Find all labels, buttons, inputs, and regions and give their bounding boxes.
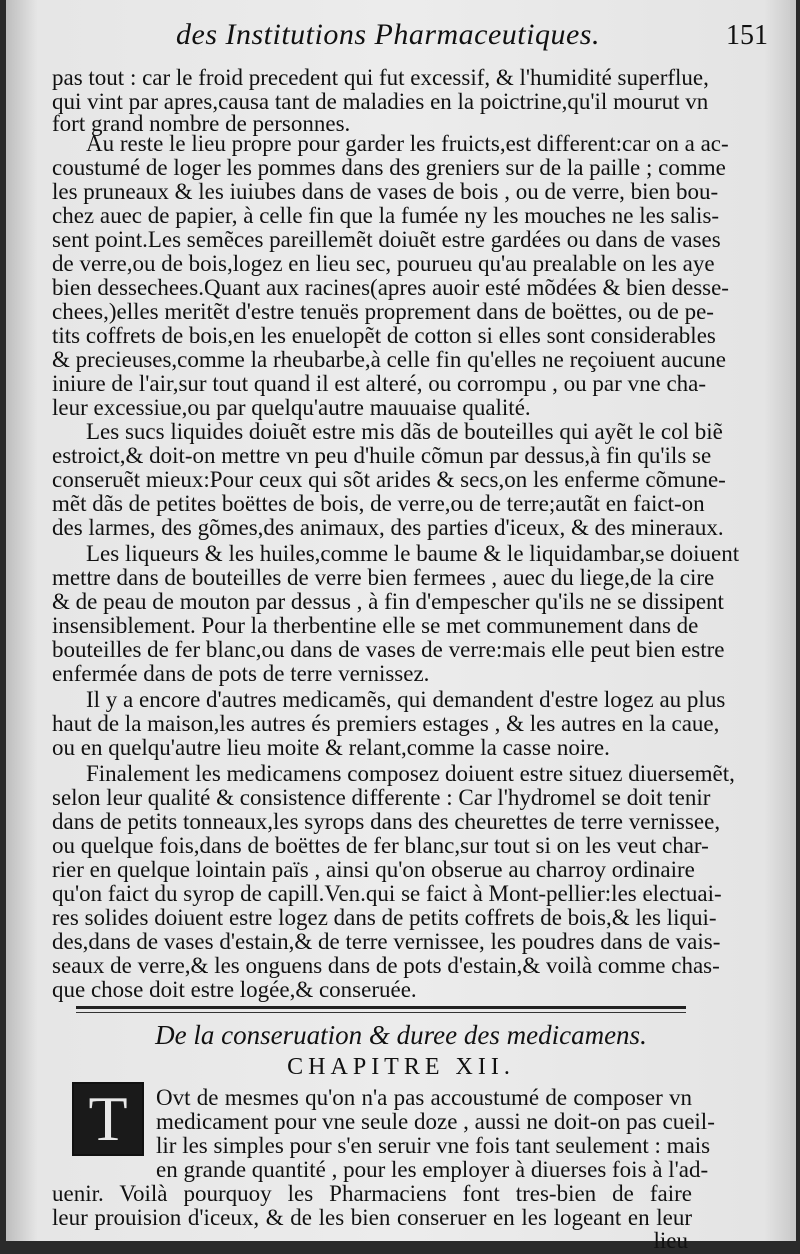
text-line: de verre,ou de bois,logez en lieu sec, pourueu qu'au prealable on les aye [52,251,715,276]
chapter-line: uenir. Voilà pourquoy les Pharmaciens font tres-bien de faire [52,1181,692,1206]
text-line: res solides doiuent estre logez dans de petits coffrets de bois,& les liqui- [52,905,717,930]
text-line: des larmes, des gõmes,des animaux, des parties d'iceux, & des mineraux. [52,515,724,540]
text-line: les pruneaux & les iuiubes dans de vases de bois , ou de verre, bien bou- [52,179,719,204]
text-line: que chose doit estre logée,& conseruée. [52,977,417,1002]
text-line: selon leur qualité & consistence differente : Car l'hydromel se doit tenir [52,785,711,810]
text-line: fort grand nombre de personnes. [52,111,351,136]
page-header [6,18,796,58]
dropcap-ornament [72,1082,144,1156]
text-line: chees,)elles meritẽt d'estre tenuës proprement dans de boëttes, ou de pe- [52,299,714,324]
chapter-line: Ovt de mesmes qu'on n'a pas accoustumé de composer vn [156,1085,692,1110]
chapter-line: leur prouision d'iceux, & de les bien conseruer en les logeant en leur [52,1205,692,1230]
chapter-heading: CHAPITRE XII. [287,1054,515,1080]
text-line: qu'on faict du syrop de capill.Ven.qui se faict à Mont-pellier:les electuai- [52,881,722,906]
chapter-line: medicament pour vne seule doze , aussi ne doit-on pas cueil- [156,1109,715,1134]
text-line: sent point.Les semẽces pareillemẽt doiuẽt estre gardées ou dans de vases [52,227,721,252]
text-line: leur excessiue,ou par quelqu'autre mauuaise qualité. [52,395,531,420]
text-line: seaux de verre,& les onguens dans de pots d'estain,& voilà comme chas- [52,953,720,978]
text-line: iniure de l'air,sur tout quand il est alteré, ou corrompu , ou par vne cha- [52,371,707,396]
text-line: haut de la maison,les autres és premiers estages , & les autres en la caue, [52,711,720,736]
text-line: ou en quelqu'autre lieu moite & relant,comme la casse noire. [52,735,610,760]
text-line: dans de petits tonneaux,les syrops dans des cheurettes de terre vernissee, [52,809,721,834]
text-line: bien dessechees.Quant aux racines(apres auoir esté mõdées & bien desse- [52,275,729,300]
text-line: conseruẽt mieux:Pour ceux qui sõt arides & secs,on les enferme cõmune- [52,467,726,492]
book-page [6,0,796,1253]
catchword: lieu [653,1228,688,1253]
text-line: qui vint par apres,causa tant de maladies en la poictrine,qu'il mourut vn [52,89,709,114]
text-line: & de peau de mouton par dessus , à fin d'empescher qu'ils ne se dissipent [52,589,724,614]
text-line: tits coffrets de bois,en les enuelopẽt de cotton si elles sont considerables [52,323,716,348]
text-line: mẽt dãs de petites boëttes de bois, de verre,ou de terre;autãt en faict-on [52,491,705,516]
section-rule [76,1006,686,1009]
chapter-line: en grande quantité , pour les employer à diuerses fois à l'ad- [156,1157,709,1182]
dropcap-letter: T [88,1083,128,1154]
chapter-line: lir les simples pour s'en seruir vne fois tant seulement : mais [156,1133,711,1158]
text-line: Les liqueurs & les huiles,comme le baume & le liquidambar,se doiuent [86,541,740,566]
text-line: pas tout : car le froid precedent qui fut excessif, & l'humidité superflue, [52,65,709,90]
section-title: De la conseruation & duree des medicamens. [155,1020,647,1050]
section-rule-thin [76,1012,686,1013]
text-line: insensiblement. Pour la therbentine elle se met communement dans de [52,613,699,638]
text-line: Il y a encore d'autres medicamẽs, qui demandent d'estre logez au plus [86,687,726,712]
text-line: chez auec de papier, à celle fin que la fumée ny les mouches ne les salis- [52,203,720,228]
text-line: coustumé de loger les pommes dans des greniers sur de la paille ; comme [52,155,726,180]
text-line: rier en quelque lointain païs , ainsi qu'on obserue au charroy ordinaire [52,857,695,882]
text-line: mettre dans de bouteilles de verre bien fermees , auec du liege,de la cire [52,565,715,590]
text-line: & precieuses,comme la rheubarbe,à celle fin qu'elles ne reçoiuent aucune [52,347,727,372]
text-line: enfermée dans de pots de terre vernissez. [52,661,430,686]
text-line: estroict,& doit-on mettre vn peu d'huile cõmun par dessus,à fin qu'ils se [52,443,712,468]
text-line: Au reste le lieu propre pour garder les fruicts,est different:car on a ac- [86,131,729,156]
text-line: bouteilles de fer blanc,ou dans de vases de verre:mais elle peut bien estre [52,637,725,662]
text-line: Les sucs liquides doiuẽt estre mis dãs de bouteilles qui ayẽt le col biẽ [86,419,723,444]
text-line: des,dans de vases d'estain,& de terre vernissee, les poudres dans de vais- [52,929,721,954]
text-line: Finalement les medicamens composez doiuent estre situez diuersemẽt, [86,761,735,786]
running-title: des Institutions Pharmaceutiques. [176,18,600,51]
text-line: ou quelque fois,dans de boëttes de fer blanc,sur tout si on les veut char- [52,833,709,858]
page-number: 151 [726,20,768,51]
